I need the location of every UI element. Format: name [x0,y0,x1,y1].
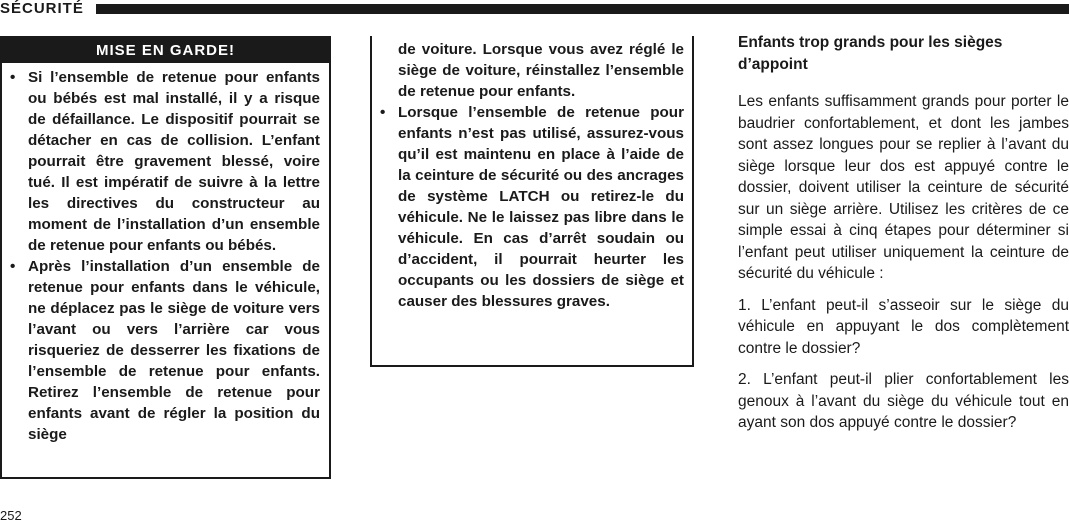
step-1: 1. L’enfant peut-il s’asseoir sur le siège du véhicule en appuyant le dos complètement contre le dossier? [738,296,1069,357]
warning-bullet-2: • Après l’installation d’un ensemble de retenue pour enfants dans le véhicule, ne déplacez pas le siège de voiture vers l’avant ou vers l’arrière car vous risqueriez de desserrer les fixations de l’ensemble de retenue pour enfants. Retirez l’ensemble de retenue pour enfants avant de régler la position du siège [10,256,320,445]
warning-box-continued [370,36,694,367]
warning-body [2,63,329,445]
section-title: SÉCURITÉ [0,0,84,17]
section-heading: Enfants trop grands pour les sièges d’appoint [738,34,1003,73]
header-rule [96,4,1069,14]
warning-bullet-3: • Lorsque l’ensemble de retenue pour enfants n’est pas utilisé, assurez-vous qu’il est maintenu en place à l’aide de la ceinture de sécurité ou des ancrages de système LATCH ou retirez-le du véhicule. Ne le laissez pas libre dans le véhicule. En cas d’arrêt soudain ou d’accident, il pourrait heurter les occupants ou les dossiers de siège et causer des blessures graves. [380,102,684,312]
warning-bullet-2-continued-text: de voiture. Lorsque vous avez réglé le siège de voiture, réinstallez l’ensemble de retenue pour enfants. [398,41,684,100]
main-text-column [738,32,1069,444]
step-2: 2. L’enfant peut-il plier confortablement les genoux à l’avant du siège du véhicule tout en ayant son dos appuyé contre le dossier? [738,371,1069,431]
intro-paragraph: Les enfants suffisamment grands pour porter le baudrier confortablement, et dont les jambes sont assez longues pour se replier à l’avant du siège lorsque leur dos est appuyé contre le dossier, doivent utiliser la ceinture de sécurité sur un siège arrière. Utilisez les critères de ce simple essai à cinq étapes pour déterminer si l’enfant peut utiliser uniquement la ceinture de sécurité du véhicule : [738,93,1069,282]
page-number: 252 [0,508,22,523]
warning-box [0,36,331,479]
warning-body-continued [372,36,692,312]
warning-title: MISE EN GARDE! [2,38,329,63]
warning-bullet-2-continued [380,39,684,102]
warning-bullet-1: • Si l’ensemble de retenue pour enfants ou bébés est mal installé, il y a risque de défaillance. Le dispositif pourrait se détacher en cas de collision. L’enfant pourrait être gravement blessé, voire tué. Il est impératif de suivre à la lettre les directives du constructeur au moment de l’installation d’un ensemble de retenue pour enfants ou bébés. [10,67,320,256]
